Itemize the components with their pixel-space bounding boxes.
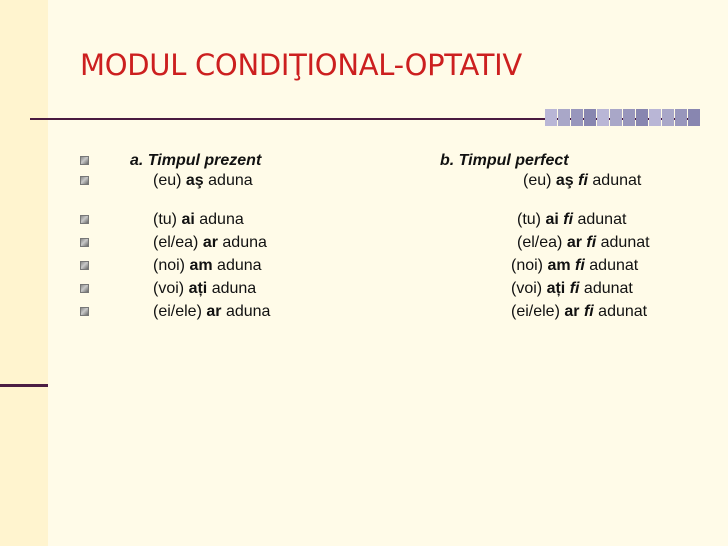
square-bullet-icon bbox=[80, 176, 89, 185]
list-item bbox=[0, 257, 728, 277]
decor-square bbox=[662, 109, 674, 126]
decor-square bbox=[636, 109, 648, 126]
perfect-form: (voi) ați fi adunat bbox=[511, 280, 633, 297]
decor-square bbox=[558, 109, 570, 126]
perfect-form: (noi) am fi adunat bbox=[511, 257, 639, 274]
decor-square bbox=[623, 109, 635, 126]
present-form: (voi) ați aduna bbox=[153, 280, 257, 297]
decor-square bbox=[688, 109, 700, 126]
left-decor-line bbox=[0, 384, 48, 387]
square-bullet-icon bbox=[80, 261, 89, 270]
perfect-form: (ei/ele) ar fi adunat bbox=[511, 303, 648, 320]
present-form: (eu) aş aduna bbox=[153, 172, 253, 189]
slide-title: MODUL CONDIŢIONAL-OPTATIV bbox=[80, 48, 522, 82]
perfect-form: (el/ea) ar fi adunat bbox=[517, 234, 650, 251]
present-form: (ei/ele) ar aduna bbox=[153, 303, 271, 320]
list-item-headers bbox=[0, 152, 728, 172]
list-item bbox=[0, 211, 728, 231]
decor-square bbox=[571, 109, 583, 126]
list-item bbox=[0, 172, 728, 192]
decor-square bbox=[675, 109, 687, 126]
present-form: (el/ea) ar aduna bbox=[153, 234, 267, 251]
decor-square bbox=[584, 109, 596, 126]
header-present: a. Timpul prezent bbox=[130, 152, 262, 169]
square-bullet-icon bbox=[80, 238, 89, 247]
square-bullet-icon bbox=[80, 307, 89, 316]
present-form: (tu) ai aduna bbox=[153, 211, 244, 228]
list-item bbox=[0, 303, 728, 323]
square-bullet-icon bbox=[80, 215, 89, 224]
square-bullet-icon bbox=[80, 156, 89, 165]
perfect-form: (eu) aş fi adunat bbox=[523, 172, 642, 189]
decor-square bbox=[610, 109, 622, 126]
header-perfect: b. Timpul perfect bbox=[440, 152, 569, 169]
list-item bbox=[0, 280, 728, 300]
decor-square bbox=[597, 109, 609, 126]
perfect-form: (tu) ai fi adunat bbox=[517, 211, 627, 228]
square-bullet-icon bbox=[80, 284, 89, 293]
decor-square bbox=[545, 109, 557, 126]
decor-squares bbox=[545, 109, 701, 126]
list-item bbox=[0, 234, 728, 254]
present-form: (noi) am aduna bbox=[153, 257, 262, 274]
decor-square bbox=[649, 109, 661, 126]
